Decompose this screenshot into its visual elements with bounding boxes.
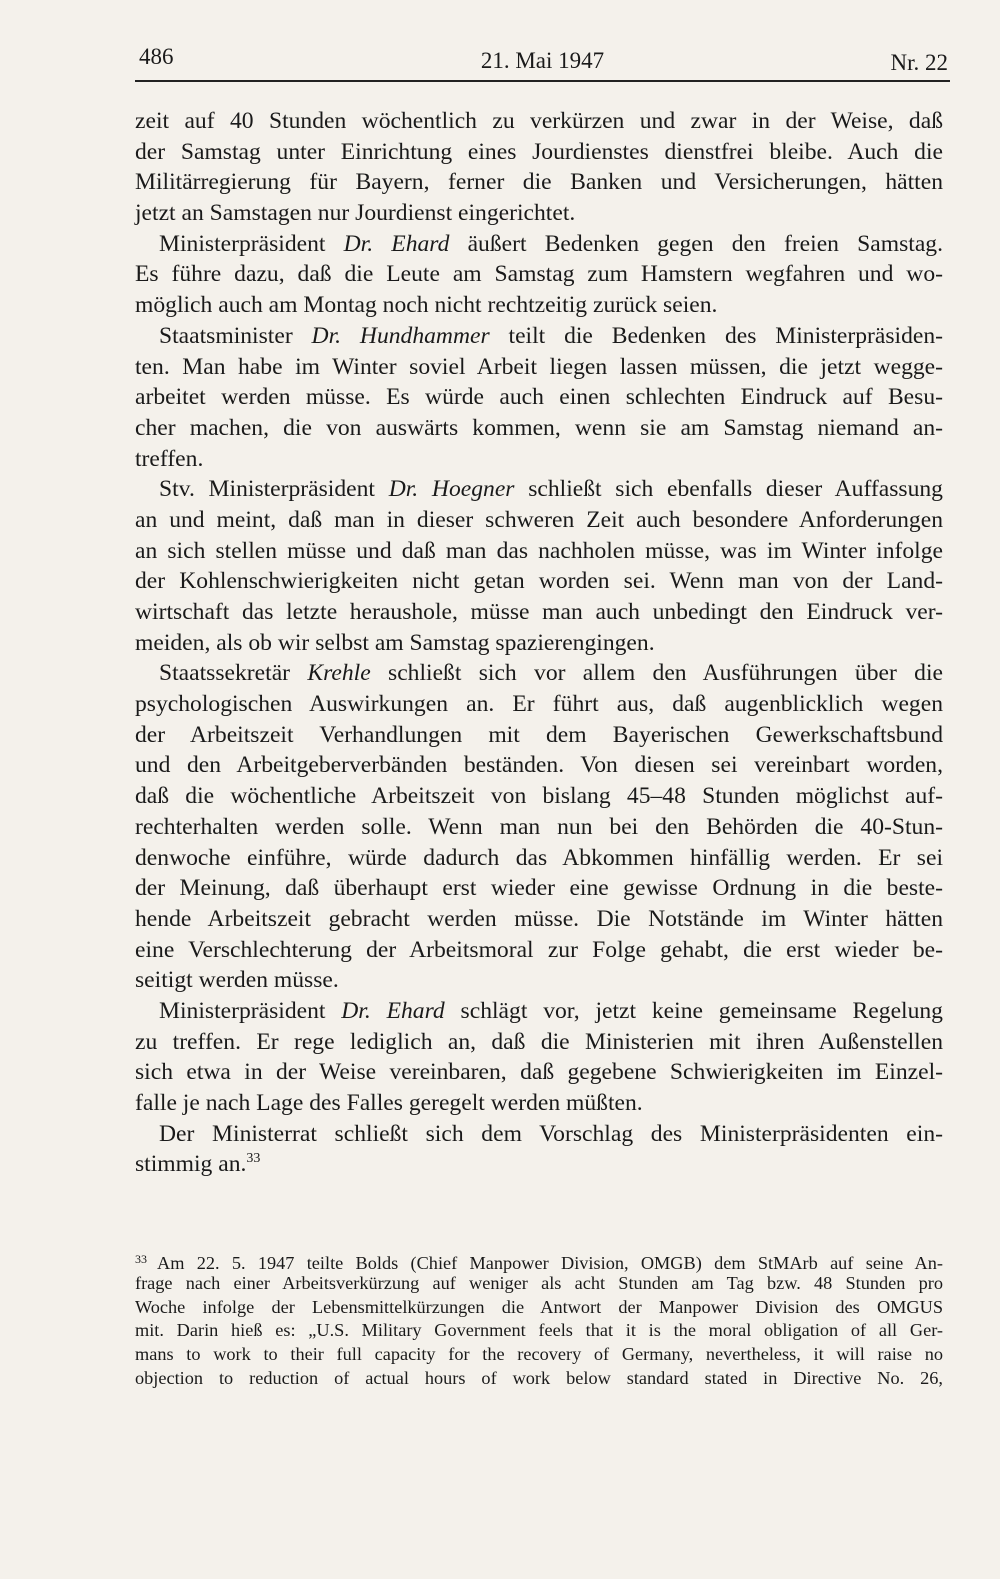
text-span: schließt sich ebenfalls dieser Auffassung [514,476,943,503]
text-span: Ministerpräsident [159,997,342,1024]
speaker-name: Dr. Hundhammer [311,322,490,349]
body-line: arbeitet werden müsse. Es würde auch einen schlechten Eindruck auf Besu- [135,384,943,411]
body-line: wirtschaft das letzte heraushole, müsse man auch unbedingt den Eindruck ver- [135,599,943,625]
body-line [135,996,943,1027]
running-header [135,44,950,80]
footnote-line [135,1248,943,1272]
body-line: denwoche einführe, würde dadurch das Abkommen hinfällig werden. Er sei [135,844,943,871]
body-line: seitigt werden müsse. [135,967,339,994]
text-span: Staatsminister [159,322,312,349]
body-line: an sich stellen müsse und daß man das nachholen müsse, was im Winter infolge [135,537,943,564]
header-rule [135,80,950,82]
page-number: 486 [139,44,174,69]
header-date: 21. Mai 1947 [480,48,605,73]
body-line: psychologischen Auswirkungen an. Er führt aus, daß augenblicklich wegen [135,691,943,718]
body-line: hende Arbeitszeit gebracht werden müsse. Die Notstände im Winter hätten [135,905,943,932]
footnote-line: frage nach einer Arbeitsverkürzung auf weniger als acht Stunden am Tag bzw. 48 Stunden pro [135,1272,943,1293]
text-span: teilt die Bedenken des Ministerpräsiden- [489,322,943,349]
body-line: ten. Man habe im Winter soviel Arbeit liegen lassen müssen, die jetzt wegge- [135,353,943,380]
text-span: schließt sich vor allem den Ausführungen über die [370,660,943,687]
body-line [135,658,943,689]
body-line: der Arbeitszeit Verhandlungen mit dem Bayerischen Gewerkschaftsbund [135,721,943,748]
body-line: cher machen, die von auswärts kommen, wenn sie am Samstag niemand an- [135,414,943,441]
body-line [135,321,943,352]
text-span: schlägt vor, jetzt keine gemeinsame Regelung [444,997,943,1024]
body-line: falle je nach Lage des Falles geregelt werden müßten. [135,1090,643,1116]
speaker-name: Dr. Ehard [341,997,445,1024]
body-line: daß die wöchentliche Arbeitszeit von bislang 45–48 Stunden möglichst auf- [135,783,943,810]
text-span: Ministerpräsident [159,230,344,257]
body-line: und den Arbeitgeberverbänden beständen. Von diesen sei vereinbart worden, [135,752,943,779]
body-line: an und meint, daß man in dieser schweren Zeit auch besondere Anforderungen [135,506,943,533]
body-line: meiden, als ob wir selbst am Samstag spazierengingen. [135,629,655,656]
footnote-line: Woche infolge der Lebensmittelkürzungen die Antwort der Manpower Division des OMGUS [135,1296,943,1317]
body-line: jetzt an Samstagen nur Jourdienst eingerichtet. [135,200,576,227]
footnote-reference: 33 [246,1151,261,1167]
body-line: möglich auch am Montag noch nicht rechtzeitig zurück seien. [135,292,718,319]
body-line: der Kohlenschwierigkeiten nicht getan worden sei. Wenn man von der Land- [135,568,943,595]
body-line: treffen. [135,445,204,472]
body-line: rechterhalten werden solle. Wenn man nun bei den Behörden die 40-Stun- [135,813,943,840]
body-line: eine Verschlechterung der Arbeitsmoral zur Folge gehabt, die erst wieder be- [135,936,943,963]
speaker-name: Krehle [307,660,371,687]
text-span: äußert Bedenken gegen den freien Samstag. [449,230,943,257]
footnote [135,1248,943,1391]
body-line: Der Ministerrat schließt sich dem Vorschlag des Ministerpräsidenten ein- [159,1120,943,1147]
speaker-name: Dr. Hoegner [388,476,515,503]
footnote-line: mans to work to their full capacity for the recovery of Germany, nevertheless, it will raise no [135,1344,943,1365]
text-span: Stv. Ministerpräsident [159,476,389,503]
text-span: stimmig an. [135,1151,247,1178]
footnote-line: mit. Darin hieß es: „U.S. Military Government feels that it is the moral obligation of all Ger- [135,1320,943,1341]
main-text [135,106,943,1180]
body-line [135,474,943,505]
footnote-line: objection to reduction of actual hours of work below standard stated in Directive No. 26, [135,1367,943,1388]
text-span: Staatssekretär [159,660,308,687]
body-line: der Samstag unter Einrichtung eines Jourdienstes dienstfrei bleibe. Auch die [135,138,943,165]
body-line [135,229,943,260]
body-line: der Meinung, daß überhaupt erst wieder eine gewisse Ordnung in die beste- [135,875,943,902]
footnote-text: Am 22. 5. 1947 teilte Bolds (Chief Manpower Division, OMGB) dem StMArb auf seine An- [157,1253,943,1273]
body-line: Militärregierung für Bayern, ferner die Banken und Versicherungen, hätten [135,169,943,196]
speaker-name: Dr. Ehard [343,230,450,257]
footnote-number: 33 [135,1252,147,1266]
body-line: zu treffen. Er rege lediglich an, daß die Ministerien mit ihren Außenstellen [135,1028,943,1055]
document-number: Nr. 22 [890,50,948,75]
body-line [135,1149,943,1180]
body-line: sich etwa in der Weise vereinbaren, daß gegebene Schwierigkeiten im Einzel- [135,1059,943,1086]
body-line: Es führe dazu, daß die Leute am Samstag zum Hamstern wegfahren und wo- [135,261,943,288]
body-line: zeit auf 40 Stunden wöchentlich zu verkürzen und zwar in der Weise, daß [135,108,943,134]
